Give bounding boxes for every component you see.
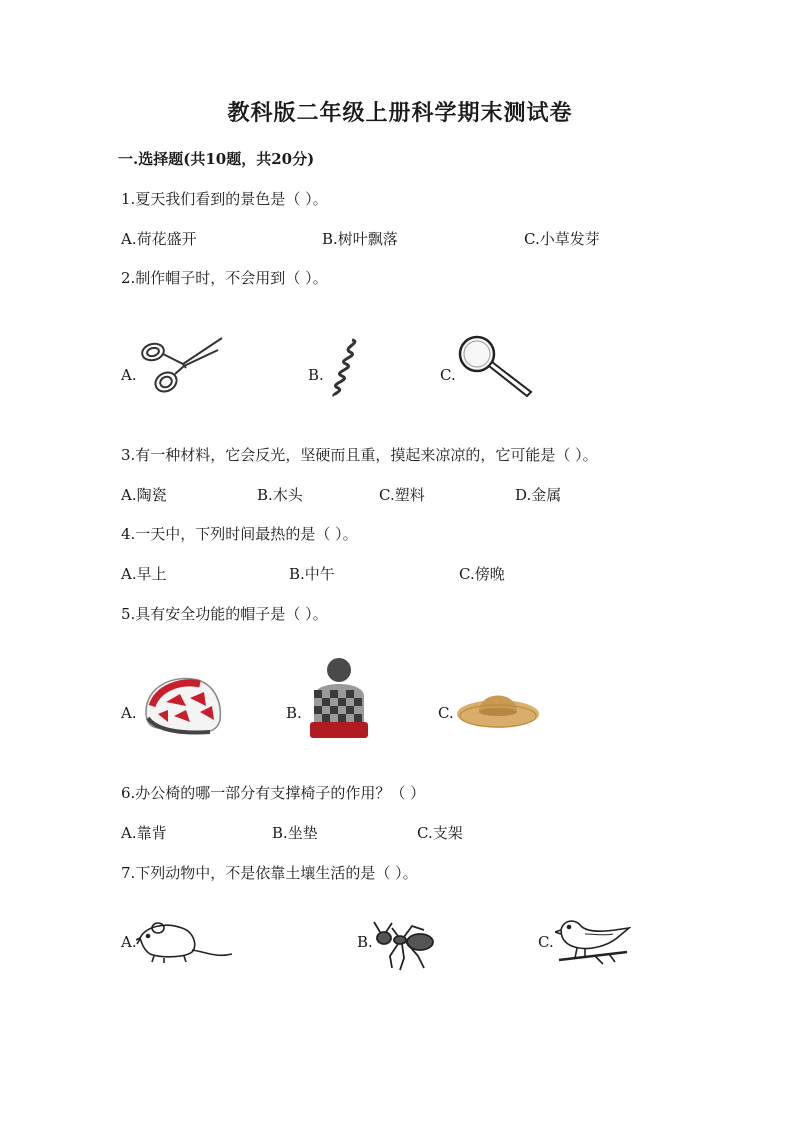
q7-option-a[interactable]: A. bbox=[121, 933, 137, 951]
q3-option-d[interactable]: D.金属 bbox=[515, 486, 562, 504]
q4-option-c[interactable]: C.傍晚 bbox=[459, 565, 505, 583]
q5-option-a[interactable]: A. bbox=[121, 704, 137, 722]
straw-hat-icon bbox=[455, 682, 541, 732]
bird-icon bbox=[555, 912, 631, 972]
question-7: 7.下列动物中，不是依靠土壤生活的是（ ）。 bbox=[121, 864, 418, 882]
q4-option-b[interactable]: B.中午 bbox=[289, 565, 335, 583]
q3-option-a[interactable]: A.陶瓷 bbox=[121, 486, 167, 504]
q2-option-a[interactable]: A. bbox=[121, 366, 137, 384]
q1-option-b[interactable]: B.树叶飘落 bbox=[322, 230, 398, 248]
ant-icon bbox=[372, 920, 438, 972]
question-1: 1.夏天我们看到的景色是（ ）。 bbox=[121, 190, 328, 208]
q1-option-a[interactable]: A.荷花盛开 bbox=[121, 230, 197, 248]
q6-option-a[interactable]: A.靠背 bbox=[121, 824, 167, 842]
q3-option-b[interactable]: B.木头 bbox=[257, 486, 303, 504]
q4-option-a[interactable]: A.早上 bbox=[121, 565, 167, 583]
q3-option-c[interactable]: C.塑料 bbox=[379, 486, 425, 504]
q2-option-c[interactable]: C. bbox=[440, 366, 456, 384]
question-2: 2.制作帽子时，不会用到（ ）。 bbox=[121, 269, 328, 287]
q6-option-b[interactable]: B.坐垫 bbox=[272, 824, 318, 842]
question-3: 3.有一种材料，它会反光，坚硬而且重，摸起来凉凉的，它可能是（ ）。 bbox=[121, 446, 598, 464]
q7-option-b[interactable]: B. bbox=[357, 933, 373, 951]
question-4: 4.一天中，下列时间最热的是（ ）。 bbox=[121, 525, 358, 543]
spring-icon bbox=[322, 336, 362, 398]
scissors-icon bbox=[138, 334, 226, 400]
mouse-icon bbox=[136, 918, 234, 964]
q5-option-b[interactable]: B. bbox=[286, 704, 302, 722]
bike-helmet-icon bbox=[140, 672, 224, 738]
q6-option-c[interactable]: C.支架 bbox=[417, 824, 463, 842]
q7-option-c[interactable]: C. bbox=[538, 933, 554, 951]
question-5: 5.具有安全功能的帽子是（ ）。 bbox=[121, 605, 328, 623]
question-6: 6.办公椅的哪一部分有支撑椅子的作用？（ ） bbox=[121, 784, 426, 802]
magnifier-icon bbox=[457, 334, 533, 400]
q1-option-c[interactable]: C.小草发芽 bbox=[524, 230, 600, 248]
page-title: 教科版二年级上册科学期末测试卷 bbox=[227, 100, 573, 126]
section-heading: 一.选择题(共10题，共20分) bbox=[118, 150, 315, 168]
q5-option-c[interactable]: C. bbox=[438, 704, 454, 722]
knit-beanie-icon bbox=[304, 656, 374, 742]
q2-option-b[interactable]: B. bbox=[308, 366, 324, 384]
